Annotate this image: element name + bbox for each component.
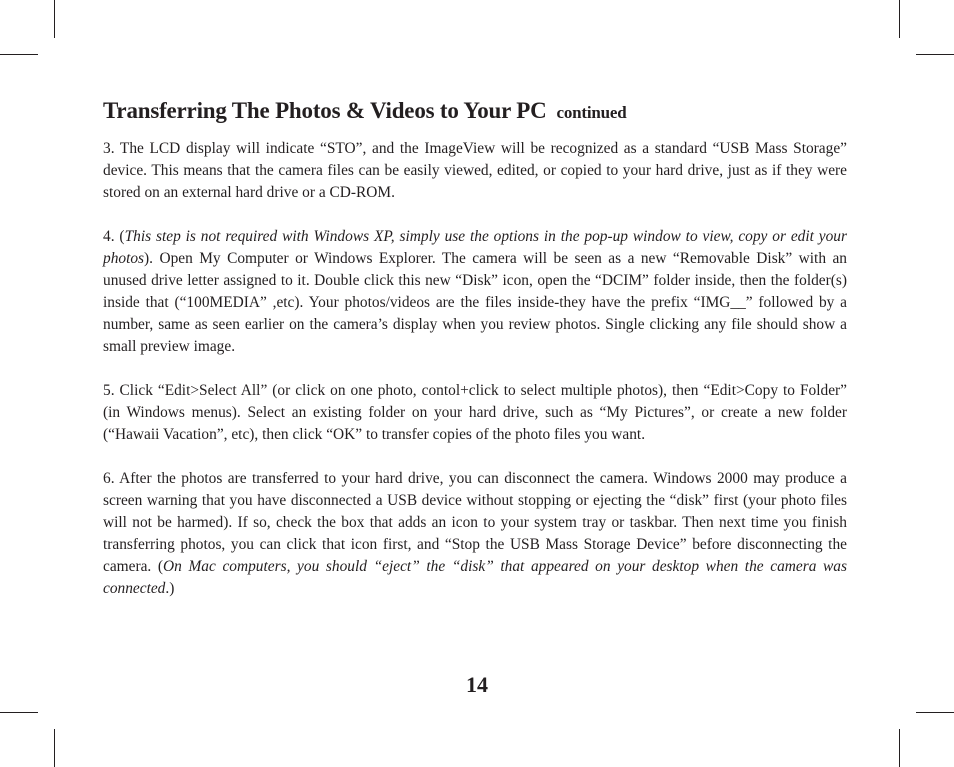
step-6-mac-note: On Mac computers, you should “eject” the “disk” that appeared on your desktop when the camera was connected <box>103 558 847 597</box>
crop-mark-top-right-horizontal <box>916 54 954 55</box>
page-content <box>103 96 847 600</box>
step-4-paragraph <box>103 226 847 358</box>
crop-mark-bottom-right-horizontal <box>916 712 954 713</box>
step-6-suffix: .) <box>165 580 175 597</box>
crop-mark-bottom-right-vertical <box>899 729 900 767</box>
page-number: 14 <box>466 672 488 697</box>
step-4-prefix: 4. ( <box>103 228 125 245</box>
crop-mark-top-right-vertical <box>899 0 900 38</box>
step-3-text: 3. The LCD display will indicate “STO”, and the ImageView will be recognized as a standard “USB Mass Storage” device. This means that the camera files can be easily viewed, edited, or copied to your hard drive, just as if they were stored on an external hard drive or a CD-ROM. <box>103 140 847 201</box>
crop-mark-top-left-horizontal <box>0 54 38 55</box>
step-5-text: 5. Click “Edit>Select All” (or click on one photo, contol+click to select multiple photos), then “Edit>Copy to Folder” (in Windows menus). Select an existing folder on your hard drive, such as “My Pictures”, or create a new folder (“Hawaii Vacation”, etc), then click “OK” to transfer copies of the photo files you want. <box>103 382 847 443</box>
step-4-text: ). Open My Computer or Windows Explorer. The camera will be seen as a new “Removable Disk” with an unused drive letter assigned to it. Double click this new “Disk” icon, open the “DCIM” folder inside, then the folder(s) inside that (“100MEDIA” ,etc). Your photos/videos are the files inside-they have the prefix “IMG__” followed by a number, same as seen earlier on the camera’s display when you review photos. Single clicking any file should show a small preview image. <box>103 250 847 355</box>
step-6-paragraph <box>103 468 847 600</box>
step-6-text: 6. After the photos are transferred to your hard drive, you can disconnect the camera. Windows 2000 may produce a screen warning that you have disconnected a USB device without stopping or ejecting the “disk” first (your photo files will not be harmed). If so, check the box that adds an icon to your system tray or taskbar. Then next time you finish transferring photos, you can click that icon first, and “Stop the USB Mass Storage Device” before disconnecting the camera. ( <box>103 470 847 575</box>
crop-mark-bottom-left-horizontal <box>0 712 38 713</box>
continued-label: continued <box>556 103 627 122</box>
crop-mark-top-left-vertical <box>54 0 55 38</box>
page-title <box>103 96 847 128</box>
crop-mark-bottom-left-vertical <box>54 729 55 767</box>
step-4-note: This step is not required with Windows XP, simply use the options in the pop-up window to view, copy or edit your photos <box>103 228 847 267</box>
step-3-paragraph <box>103 138 847 204</box>
step-5-paragraph <box>103 380 847 446</box>
page-title-text: Transferring The Photos & Videos to Your PC <box>103 98 547 123</box>
